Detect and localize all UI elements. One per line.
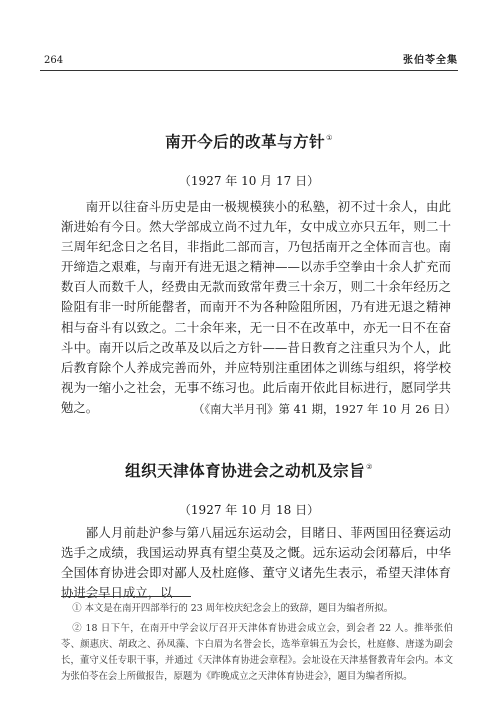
footnote-1: ① 本文是在南开四部举行的 23 周年校庆纪念会上的致辞，题目为编者所拟。 [72,603,394,614]
article2-title [0,459,498,481]
article1-title [0,130,498,152]
article1-source: （《南大半月刊》第 41 期，1927 年 10 月 26 日） [193,402,456,416]
running-header [40,52,458,71]
article2-title-text: 组织天津体育协进会之动机及宗旨 [125,462,366,480]
book-title: 张伯苓全集 [403,55,458,66]
article2-date: （1927 年 10 月 18 日） [178,503,320,517]
article1-title-text: 南开今后的改革与方针 [165,133,326,151]
footnote-divider [61,596,191,597]
footnote-ref-2[interactable]: ② [366,463,373,471]
footnote-ref-1[interactable]: ① [326,134,333,142]
article1-body: 南开以往奋斗历史是由一极规模狭小的私塾，初不过十余人，由此渐进始有今日。然大学部成立尚不过九年，女中成立亦只五年，则二十三周年纪念日之名目，非指此二部而言，乃包括南开之全体而言也。南开缔造之艰难，与南开有进无退之精神——以赤手空拳由十余人扩充而数百人而数千人，经费由无款而致常年费三十余万，则二十余年经历之险阻有非一时所能罄者，而南开不为各种险阻所困，乃有进无退之精神相与奋斗有以致之。二十余年来，无一日不在改革中，亦无一日不在奋斗中。南开以后之改革及以后之方针——昔日教育之注重只为个人，此后教育除个人养成完善而外，并应特别注重团体之训练与组织，将学校视为一缩小之社会，无事不练习也。此后南开依此目标进行，愿同学共勉之。 [61,199,451,415]
article2-body: 鄙人月前赴沪参与第八届远东运动会，目睹日、菲两国田径赛运动选手之成绩，我国运动界真有望尘莫及之慨。远东运动会闭幕后，中华全国体育协进会即对鄙人及杜庭修、董守义诸先生表示，希望天津体育协进会早日成立，以 [61,525,451,601]
footnote-2: ② 18 日下午，在南开中学会议厅召开天津体育协进会成立会，到会者 22 人。推举张伯苓、颜惠庆、胡政之、孙凤藻、卞白眉为名誉会长，选举章辑五为会长，杜庭修、唐遂为副会长，董守义任专职干事，并通过《天津体育协进会章程》。会址设在天津基督教青年会内。本文为张伯苓在会上所做报告，原题为《昨晚成立之天津体育协进会》，题目为编者所拟。 [61,623,453,682]
page-number: 264 [44,55,64,66]
article1-date: （1927 年 10 月 17 日） [178,174,320,188]
